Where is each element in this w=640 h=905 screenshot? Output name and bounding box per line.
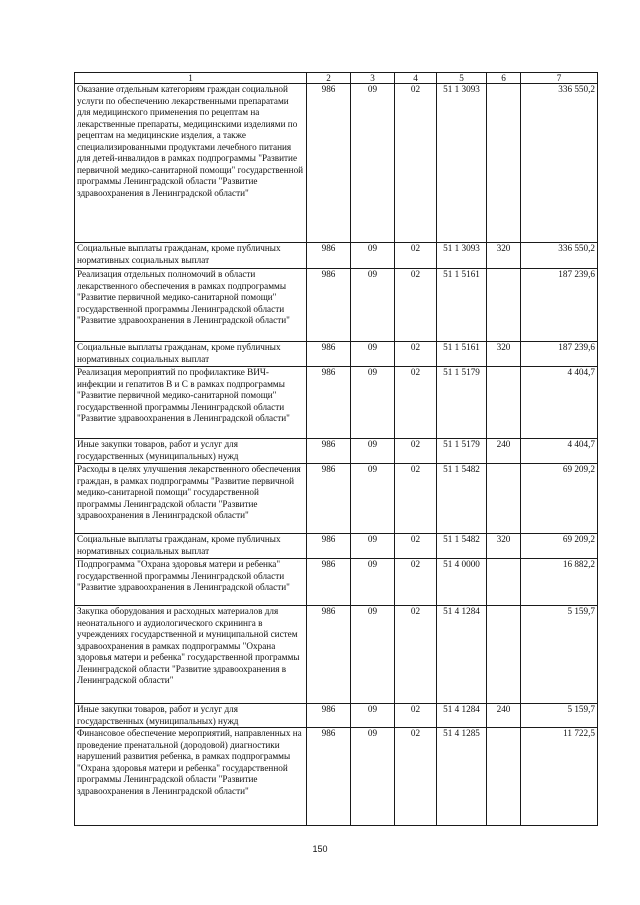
row-description: Реализация мероприятий по профилактике ВИЧ-инфекции и гепатитов B и C в рамках подпрограммы "Развитие первичной медико-санитарной помощи" государственной программы Ленинградской области "Развитие здравоохранения в Ленинградской области" xyxy=(75,367,307,439)
cell-subsection: 02 xyxy=(395,728,437,826)
cell-target-article: 51 1 5179 xyxy=(437,439,487,464)
cell-amount: 4 404,7 xyxy=(521,439,598,464)
column-header: 3 xyxy=(351,73,395,84)
table-row xyxy=(75,728,598,826)
cell-amount: 336 550,2 xyxy=(521,84,598,243)
cell-admin-code: 986 xyxy=(307,342,351,367)
row-description: Подпрограмма "Охрана здоровья матери и ребенка" государственной программы Ленинградской области "Развитие здравоохранения в Ленинградской области" xyxy=(75,559,307,606)
cell-amount: 5 159,7 xyxy=(521,704,598,728)
cell-amount: 5 159,7 xyxy=(521,606,598,704)
table-row xyxy=(75,84,598,243)
cell-section: 09 xyxy=(351,559,395,606)
cell-target-article: 51 1 3093 xyxy=(437,84,487,243)
cell-target-article: 51 1 5161 xyxy=(437,269,487,342)
cell-expense-type xyxy=(487,269,521,342)
cell-admin-code: 986 xyxy=(307,728,351,826)
table-row xyxy=(75,559,598,606)
cell-target-article: 51 1 3093 xyxy=(437,243,487,269)
cell-section: 09 xyxy=(351,342,395,367)
cell-target-article: 51 1 5482 xyxy=(437,464,487,534)
row-description: Финансовое обеспечение мероприятий, направленных на проведение пренатальной (дородовой) диагностики нарушений развития ребенка, в рамках подпрограммы "Охрана здоровья матери и ребенка" государственной программы Ленинградской области "Развитие здравоохранения в Ленинградской области" xyxy=(75,728,307,826)
cell-admin-code: 986 xyxy=(307,439,351,464)
cell-admin-code: 986 xyxy=(307,534,351,559)
cell-admin-code: 986 xyxy=(307,606,351,704)
cell-admin-code: 986 xyxy=(307,243,351,269)
cell-section: 09 xyxy=(351,606,395,704)
cell-target-article: 51 1 5179 xyxy=(437,367,487,439)
table-row xyxy=(75,534,598,559)
row-description: Иные закупки товаров, работ и услуг для государственных (муниципальных) нужд xyxy=(75,439,307,464)
cell-target-article: 51 1 5482 xyxy=(437,534,487,559)
cell-target-article: 51 4 1285 xyxy=(437,728,487,826)
table-row xyxy=(75,269,598,342)
cell-target-article: 51 4 0000 xyxy=(437,559,487,606)
row-description: Закупка оборудования и расходных материалов для неонатального и аудиологического скрининга в учреждениях государственной и муниципальной систем здравоохранения в рамках подпрограммы "Охрана здоровья матери и ребенка" государственной программы Ленинградской области "Развитие здравоохранения в Ленинградской области" xyxy=(75,606,307,704)
cell-section: 09 xyxy=(351,704,395,728)
cell-target-article: 51 1 5161 xyxy=(437,342,487,367)
cell-subsection: 02 xyxy=(395,269,437,342)
cell-admin-code: 986 xyxy=(307,84,351,243)
table-row xyxy=(75,704,598,728)
cell-expense-type: 320 xyxy=(487,534,521,559)
column-header: 4 xyxy=(395,73,437,84)
cell-section: 09 xyxy=(351,269,395,342)
cell-subsection: 02 xyxy=(395,464,437,534)
table-row xyxy=(75,439,598,464)
cell-section: 09 xyxy=(351,728,395,826)
cell-amount: 187 239,6 xyxy=(521,269,598,342)
cell-expense-type xyxy=(487,728,521,826)
cell-expense-type xyxy=(487,464,521,534)
cell-admin-code: 986 xyxy=(307,704,351,728)
cell-subsection: 02 xyxy=(395,439,437,464)
budget-table xyxy=(74,72,598,826)
row-description: Социальные выплаты гражданам, кроме публичных нормативных социальных выплат xyxy=(75,534,307,559)
cell-amount: 336 550,2 xyxy=(521,243,598,269)
cell-amount: 69 209,2 xyxy=(521,534,598,559)
cell-expense-type xyxy=(487,367,521,439)
row-description: Реализация отдельных полномочий в области лекарственного обеспечения в рамках подпрограммы "Развитие первичной медико-санитарной помощи" государственной программы Ленинградской области "Развитие здравоохранения в Ленинградской области" xyxy=(75,269,307,342)
page-number: 150 xyxy=(312,844,328,854)
row-description: Социальные выплаты гражданам, кроме публичных нормативных социальных выплат xyxy=(75,243,307,269)
cell-target-article: 51 4 1284 xyxy=(437,606,487,704)
table-row xyxy=(75,606,598,704)
cell-expense-type: 320 xyxy=(487,342,521,367)
cell-section: 09 xyxy=(351,534,395,559)
cell-subsection: 02 xyxy=(395,559,437,606)
cell-section: 09 xyxy=(351,84,395,243)
table-row xyxy=(75,367,598,439)
cell-amount: 11 722,5 xyxy=(521,728,598,826)
cell-target-article: 51 4 1284 xyxy=(437,704,487,728)
cell-expense-type: 240 xyxy=(487,704,521,728)
cell-expense-type xyxy=(487,84,521,243)
cell-subsection: 02 xyxy=(395,342,437,367)
cell-section: 09 xyxy=(351,243,395,269)
cell-admin-code: 986 xyxy=(307,367,351,439)
table-row xyxy=(75,464,598,534)
header-row xyxy=(75,73,598,84)
table-row xyxy=(75,243,598,269)
column-header: 7 xyxy=(521,73,598,84)
cell-subsection: 02 xyxy=(395,84,437,243)
cell-admin-code: 986 xyxy=(307,269,351,342)
cell-expense-type xyxy=(487,606,521,704)
cell-amount: 187 239,6 xyxy=(521,342,598,367)
cell-expense-type: 320 xyxy=(487,243,521,269)
column-header: 1 xyxy=(75,73,307,84)
column-header: 6 xyxy=(487,73,521,84)
column-header: 2 xyxy=(307,73,351,84)
cell-expense-type: 240 xyxy=(487,439,521,464)
cell-admin-code: 986 xyxy=(307,464,351,534)
cell-amount: 4 404,7 xyxy=(521,367,598,439)
cell-subsection: 02 xyxy=(395,606,437,704)
table-row xyxy=(75,342,598,367)
cell-subsection: 02 xyxy=(395,704,437,728)
cell-amount: 16 882,2 xyxy=(521,559,598,606)
cell-section: 09 xyxy=(351,367,395,439)
column-header: 5 xyxy=(437,73,487,84)
row-description: Оказание отдельным категориям граждан социальной услуги по обеспечению лекарственными препаратами для медицинского применения по рецептам на лекарственные препараты, медицинскими изделиями по рецептам на медицинские изделия, а также специализированными продуктами лечебного питания для детей-инвалидов в рамках подпрограммы "Развитие первичной медико-санитарной помощи" государственной программы Ленинградской области "Развитие здравоохранения в Ленинградской области" xyxy=(75,84,307,243)
row-description: Социальные выплаты гражданам, кроме публичных нормативных социальных выплат xyxy=(75,342,307,367)
cell-amount: 69 209,2 xyxy=(521,464,598,534)
cell-section: 09 xyxy=(351,439,395,464)
cell-expense-type xyxy=(487,559,521,606)
cell-subsection: 02 xyxy=(395,367,437,439)
cell-admin-code: 986 xyxy=(307,559,351,606)
cell-subsection: 02 xyxy=(395,243,437,269)
row-description: Иные закупки товаров, работ и услуг для государственных (муниципальных) нужд xyxy=(75,704,307,728)
cell-section: 09 xyxy=(351,464,395,534)
cell-subsection: 02 xyxy=(395,534,437,559)
row-description: Расходы в целях улучшения лекарственного обеспечения граждан, в рамках подпрограммы "Развитие первичной медико-санитарной помощи" государственной программы Ленинградской области "Развитие здравоохранения в Ленинградской области" xyxy=(75,464,307,534)
